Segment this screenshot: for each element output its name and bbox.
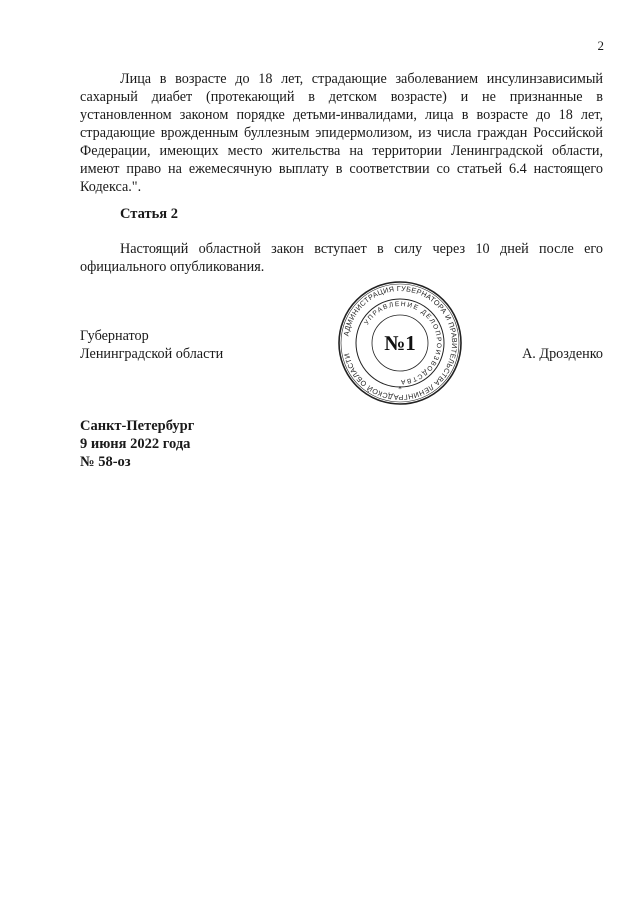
law-number: № 58-оз xyxy=(80,454,131,470)
stamp-inner-text: УПРАВЛЕНИЕ ДЕЛОПРОИЗВОДСТВА xyxy=(363,300,443,386)
enactment-city: Санкт-Петербург xyxy=(80,418,195,434)
article-2-heading: Статья 2 xyxy=(120,206,178,222)
official-seal-stamp xyxy=(336,279,464,407)
enactment-details xyxy=(80,417,194,471)
page-number: 2 xyxy=(597,38,604,53)
paragraph-eligibility: Лица в возрасте до 18 лет, страдающие заболеванием инсулинзависимый сахарный диабет (протекающий в детском возрасте) и не признанные в установленном законом порядке детьми-инвалидами, лица в возрасте до 18 лет, страдающие врожденным буллезным эпидермолизом, из числа граждан Российской Федерации, имеющих место жительства на территории Ленинградской области, имеют право на ежемесячную выплату в соответствии со статьей 6.4 настоящего Кодекса.". xyxy=(80,71,603,195)
signatory-position-line-1: Губернатор xyxy=(80,328,149,344)
stamp-number: №1 xyxy=(384,331,416,355)
signatory-position xyxy=(80,327,223,363)
stamp-star-icon: * xyxy=(398,385,402,393)
paragraph-entry-into-force: Настоящий областной закон вступает в силу через 10 дней после его официального опубликования. xyxy=(80,241,603,275)
signatory-position-line-2: Ленинградской области xyxy=(80,346,224,362)
stamp-outer-text: АДМИНИСТРАЦИЯ ГУБЕРНАТОРА И ПРАВИТЕЛЬСТВА ЛЕНИНГРАДСКОЙ ОБЛАСТИ xyxy=(341,283,460,403)
signatory-name: А. Дрозденко xyxy=(522,346,603,362)
enactment-date: 9 июня 2022 года xyxy=(80,436,191,452)
